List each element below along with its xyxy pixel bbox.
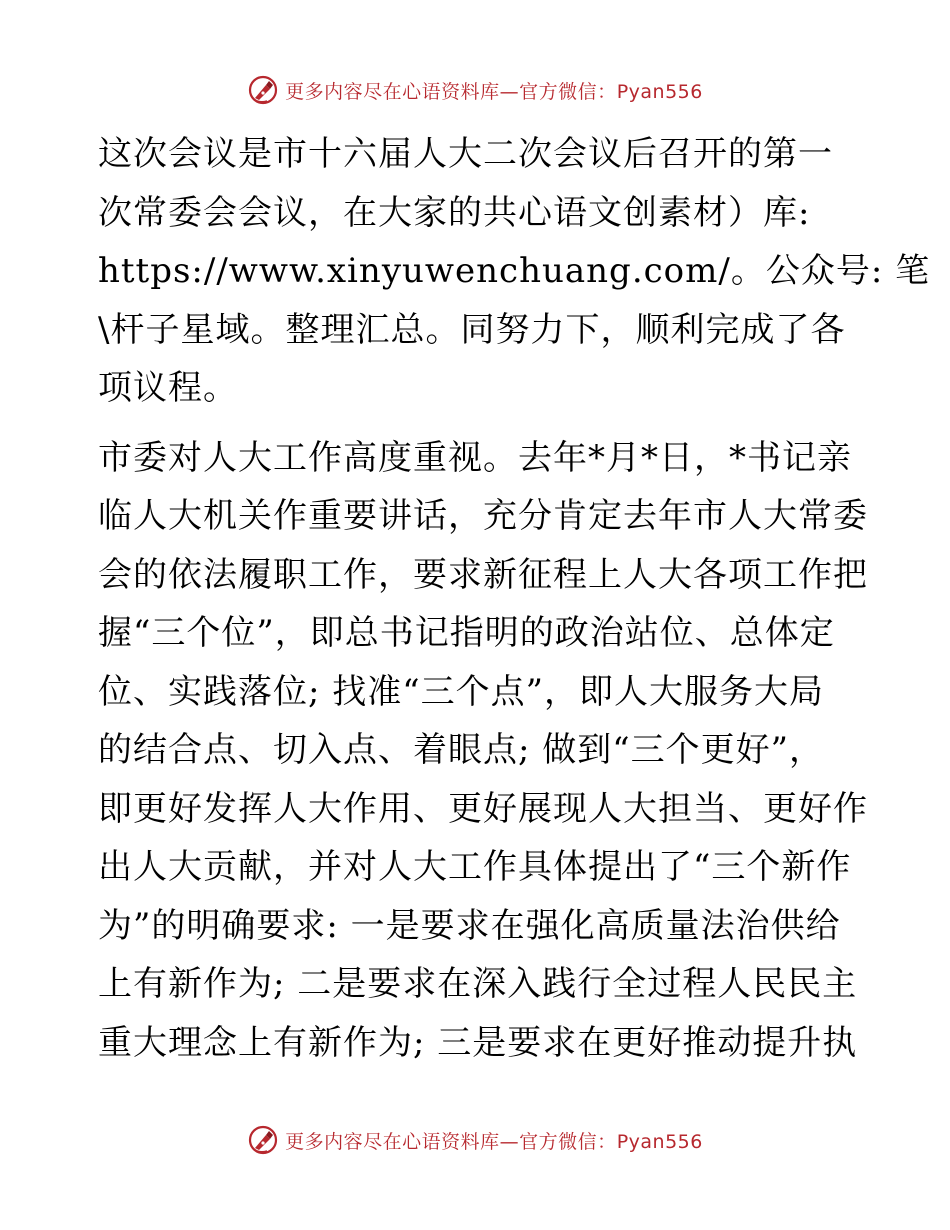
footer-banner-title: 更多内容尽在心语资料库: [285, 1130, 500, 1153]
header-banner-official: 官方微信：: [519, 80, 617, 103]
footer-banner-text: [285, 1127, 703, 1154]
header-banner-wechat-id: Pyan556: [616, 80, 703, 103]
paragraph-line: 次常委会会议，在大家的共心语文创素材）库:: [98, 192, 811, 233]
paragraph-line: 的结合点、切入点、着眼点; 做到“三个更好”，: [98, 730, 825, 770]
paragraph-line: 重大理念上有新作为; 三是要求在更好推动提升执: [98, 1022, 858, 1063]
paragraph-line: 为”的明确要求: 一是要求在强化高质量法治供给: [98, 905, 841, 946]
header-banner-text: [285, 77, 703, 104]
paragraph-line: 上有新作为; 二是要求在深入践行全过程人民民主: [98, 964, 858, 1004]
paragraph-line: 项议程。: [98, 368, 238, 408]
paragraph-line: 临人大机关作重要讲话，充分肯定去年市人大常委: [98, 496, 868, 536]
paragraph-1: [98, 125, 931, 418]
paragraph-line: 市委对人大工作高度重视。去年*月*日，*书记亲: [98, 437, 852, 478]
paragraph-line: 会的依法履职工作，要求新征程上人大各项工作把: [98, 554, 868, 595]
paragraph-line: 出人大贡献，并对人大工作具体提出了“三个新作: [98, 847, 852, 887]
header-banner-inner: [247, 74, 703, 106]
document-body: [98, 125, 931, 1083]
pen-nib-logo-icon: [247, 74, 279, 106]
footer-banner: [0, 1120, 950, 1160]
paragraph-line: \杆子星域。整理汇总。同努力下，顺利完成了各: [98, 309, 846, 350]
paragraph-line-url: https://www.xinyuwenchuang.com/。公众号: 笔: [98, 251, 931, 291]
paragraph-line: 握“三个位”，即总书记指明的政治站位、总体定: [98, 613, 835, 653]
paragraph-line: 即更好发挥人大作用、更好展现人大担当、更好作: [98, 788, 868, 829]
paragraph-2: [98, 429, 868, 1073]
paragraph-line: 位、实践落位; 找准“三个点”，即人大服务大局: [98, 671, 825, 712]
header-banner-dash: —: [499, 80, 520, 103]
footer-banner-wechat-id: Pyan556: [616, 1130, 703, 1153]
footer-banner-dash: —: [499, 1130, 520, 1153]
header-banner: [0, 70, 950, 110]
pen-nib-logo-icon: [247, 1124, 279, 1156]
header-banner-title: 更多内容尽在心语资料库: [285, 80, 500, 103]
paragraph-line: 这次会议是市十六届人大二次会议后召开的第一: [98, 134, 833, 174]
footer-banner-official: 官方微信：: [519, 1130, 617, 1153]
footer-banner-inner: [247, 1124, 703, 1156]
